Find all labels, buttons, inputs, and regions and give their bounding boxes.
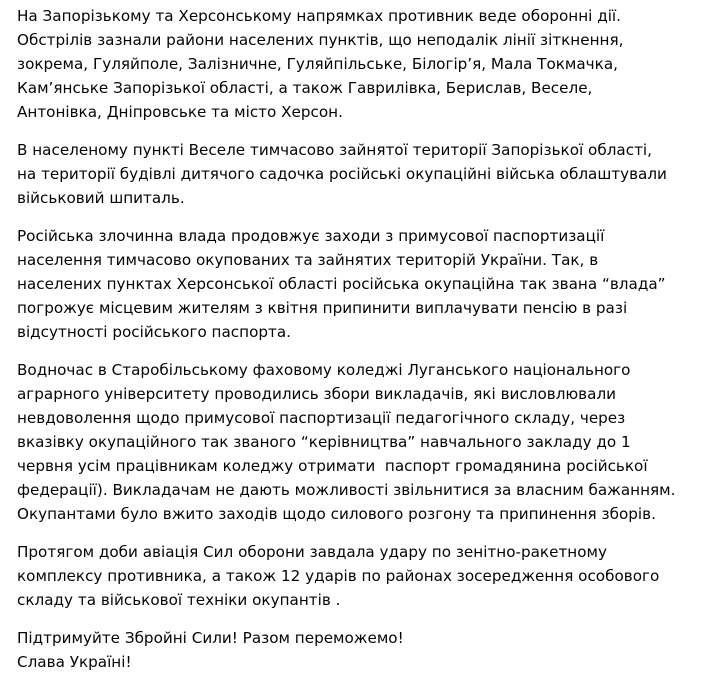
text-line: Підтримуйте Збройні Сили! Разом переможемо! (17, 629, 404, 647)
text-line: Обстрілів зазнали райони населених пунктів, що неподалік лінії зіткнення, (17, 31, 624, 49)
text-line: На Запорізькому та Херсонському напрямках противник веде оборонні дії. (17, 7, 621, 25)
text-line: невдоволення щодо примусової паспортизації педагогічного складу, через (17, 409, 626, 427)
text-line: складу та військової техніки окупантів . (17, 591, 341, 609)
text-line: населення тимчасово окупованих та зайнятих територій України. Так, в (17, 251, 599, 269)
text-line: вказівку окупаційного так званого “керівництва” навчального закладу до 1 (17, 433, 631, 451)
text-line: військовий шпиталь. (17, 189, 185, 207)
text-line: Протягом доби авіація Сил оборони завдала удару по зенітно-ракетному (17, 543, 607, 561)
paragraph-hospital (17, 138, 701, 210)
text-line: відсутності російського паспорта. (17, 323, 291, 341)
text-line: зокрема, Гуляйполе, Залізничне, Гуляйпільське, Білогір’я, Мала Токмачка, (17, 55, 618, 73)
text-line: федерації). Викладачам не дають можливості звільнитися за власним бажанням. (17, 481, 676, 499)
text-line: комплексу противника, а також 12 ударів по районах зосередження особового (17, 567, 660, 585)
text-line: Слава Україні! (17, 653, 132, 671)
text-line: Антонівка, Дніпровське та місто Херсон. (17, 103, 343, 121)
post-text (17, 4, 701, 688)
text-line: Водночас в Старобільському фаховому коледжі Луганського національного (17, 361, 631, 379)
text-line: населених пунктах Херсонської області російська окупаційна так звана “влада” (17, 275, 666, 293)
text-line: Кам’янське Запорізької області, а також Гаврилівка, Берислав, Веселе, (17, 79, 593, 97)
text-line: В населеному пункті Веселе тимчасово зайнятої території Запорізької області, (17, 141, 652, 159)
paragraph-closing (17, 626, 701, 674)
paragraph-aviation (17, 540, 701, 612)
text-line: на території будівлі дитячого садочка російські окупаційні війська облаштували (17, 165, 667, 183)
text-line: аграрного університету проводились збори викладачів, які висловлювали (17, 385, 617, 403)
text-line: червня усім працівникам коледжу отримати паспорт громадянина російської (17, 457, 648, 475)
text-line: Окупантами було вжито заходів щодо силового розгону та припинення зборів. (17, 505, 656, 523)
paragraph-college (17, 358, 701, 526)
text-line: погрожує місцевим жителям з квітня припинити виплачувати пенсію в разі (17, 299, 628, 317)
paragraph-frontline (17, 4, 701, 124)
text-line: Російська злочинна влада продовжує заходи з примусової паспортизації (17, 227, 605, 245)
paragraph-passportization (17, 224, 701, 344)
